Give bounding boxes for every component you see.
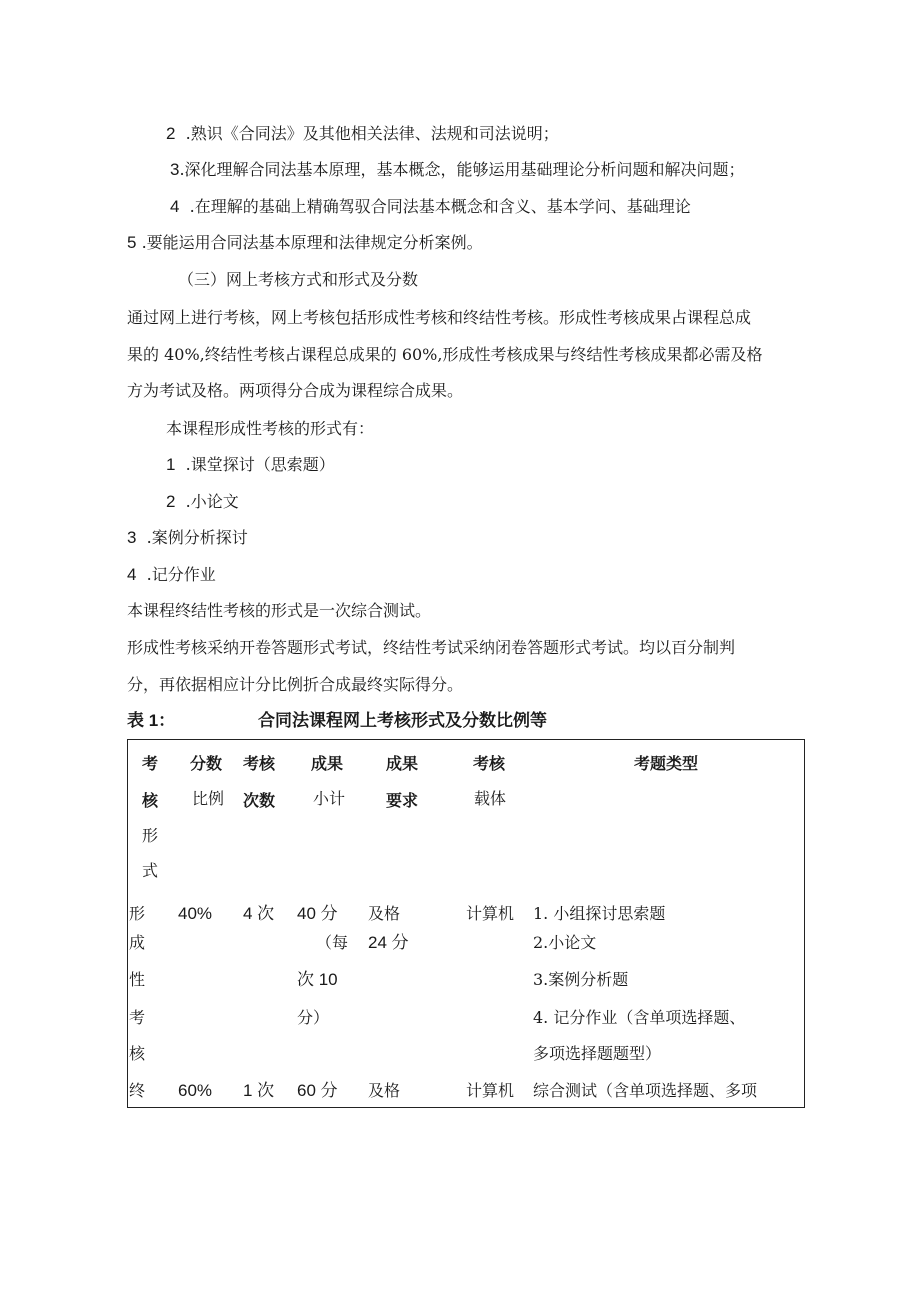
table-cell: 60% [178, 1081, 213, 1100]
table-cell: 1. 小组探讨思索题 [533, 904, 666, 923]
table-caption-title: 合同法课程网上考核形式及分数比例等 [258, 711, 547, 730]
table-header-cell: 核 [142, 793, 159, 810]
table-header-cell: 载体 [474, 789, 507, 808]
section-heading: （三）网上考核方式和形式及分数 [178, 270, 419, 289]
table-cell: 及格 [368, 1081, 401, 1100]
table-cell: 成 [129, 933, 146, 952]
paragraph-line: 形成性考核采纳开卷答题形式考试，终结性考试采纳闭卷答题形式考试。均以百分制判 [127, 638, 736, 657]
table-header-cell: 成果 [311, 756, 344, 773]
table-cell: 40% [178, 904, 213, 923]
list-item: 1 .课堂探讨（思索题） [166, 455, 335, 474]
paragraph-line: 通过网上进行考核，网上考核包括形成性考核和终结性考核。形成性考核成果占课程总成 [127, 308, 752, 327]
table-cell: 终 [129, 1081, 146, 1100]
table-cell: 计算机 [466, 1081, 515, 1100]
table-cell: 3.案例分析题 [533, 970, 629, 989]
list-item: 4 .在理解的基础上精确驾驭合同法基本概念和含义、基本学问、基础理论 [170, 197, 691, 216]
table-cell: 1 次 [243, 1081, 275, 1100]
table-header-cell: 小计 [313, 789, 346, 808]
table-cell: 40 分 [297, 904, 338, 923]
table-cell: 计算机 [466, 904, 515, 923]
table-cell: 核 [129, 1044, 146, 1063]
list-item: 3 .案例分析探讨 [127, 528, 248, 547]
table-cell: 考 [129, 1008, 146, 1027]
table-caption-label: 表 1： [127, 711, 176, 730]
table-header-cell: 考核 [243, 756, 276, 773]
table-header-cell: 考题类型 [634, 756, 699, 773]
table-header-cell: 考核 [473, 756, 506, 773]
table-cell: 综合测试（含单项选择题、多项 [533, 1081, 758, 1100]
table-header-cell: 次数 [243, 793, 276, 810]
paragraph-line: 方为考试及格。两项得分合成为课程综合成果。 [127, 381, 464, 400]
table-header-cell: 成果 [386, 756, 419, 773]
table-cell: 60 分 [297, 1081, 338, 1100]
table-cell: 分） [297, 1008, 330, 1027]
table-cell: 次 10 [297, 970, 338, 989]
table-cell: 多项选择题题型） [533, 1044, 662, 1063]
list-item: 4 .记分作业 [127, 565, 216, 584]
table-cell: 4. 记分作业（含单项选择题、 [533, 1008, 746, 1027]
list-item: 2 .熟识《合同法》及其他相关法律、法规和司法说明； [166, 124, 559, 143]
table-cell: 性 [129, 970, 146, 989]
list-item: 3.深化理解合同法基本原理，基本概念，能够运用基础理论分析问题和解决问题； [170, 160, 745, 179]
list-item: 2 .小论文 [166, 492, 239, 511]
table-header-cell: 考 [142, 756, 159, 773]
table-header-cell: 分数 [190, 756, 223, 773]
table-header-cell: 比例 [192, 789, 225, 808]
table-header-cell: 式 [142, 861, 159, 880]
table-cell: 4 次 [243, 904, 275, 923]
table-cell: 2.小论文 [533, 933, 597, 952]
table-header-cell: 形 [142, 826, 159, 845]
final-form-text: 本课程终结性考核的形式是一次综合测试。 [127, 601, 432, 620]
forms-intro: 本课程形成性考核的形式有： [166, 419, 375, 438]
table-cell: 形 [129, 904, 146, 923]
table-cell: 及格 [368, 904, 401, 923]
table-cell: 24 分 [368, 933, 409, 952]
paragraph-line: 分，再依据相应计分比例折合成最终实际得分。 [127, 675, 464, 694]
table-header-cell: 要求 [386, 793, 419, 810]
list-item: 5 .要能运用合同法基本原理和法律规定分析案例。 [127, 233, 483, 252]
paragraph-line: 果的 40%,终结性考核占课程总成果的 60%,形成性考核成果与终结性考核成果都必需及格 [127, 345, 763, 364]
table-cell: （每 [316, 933, 349, 952]
